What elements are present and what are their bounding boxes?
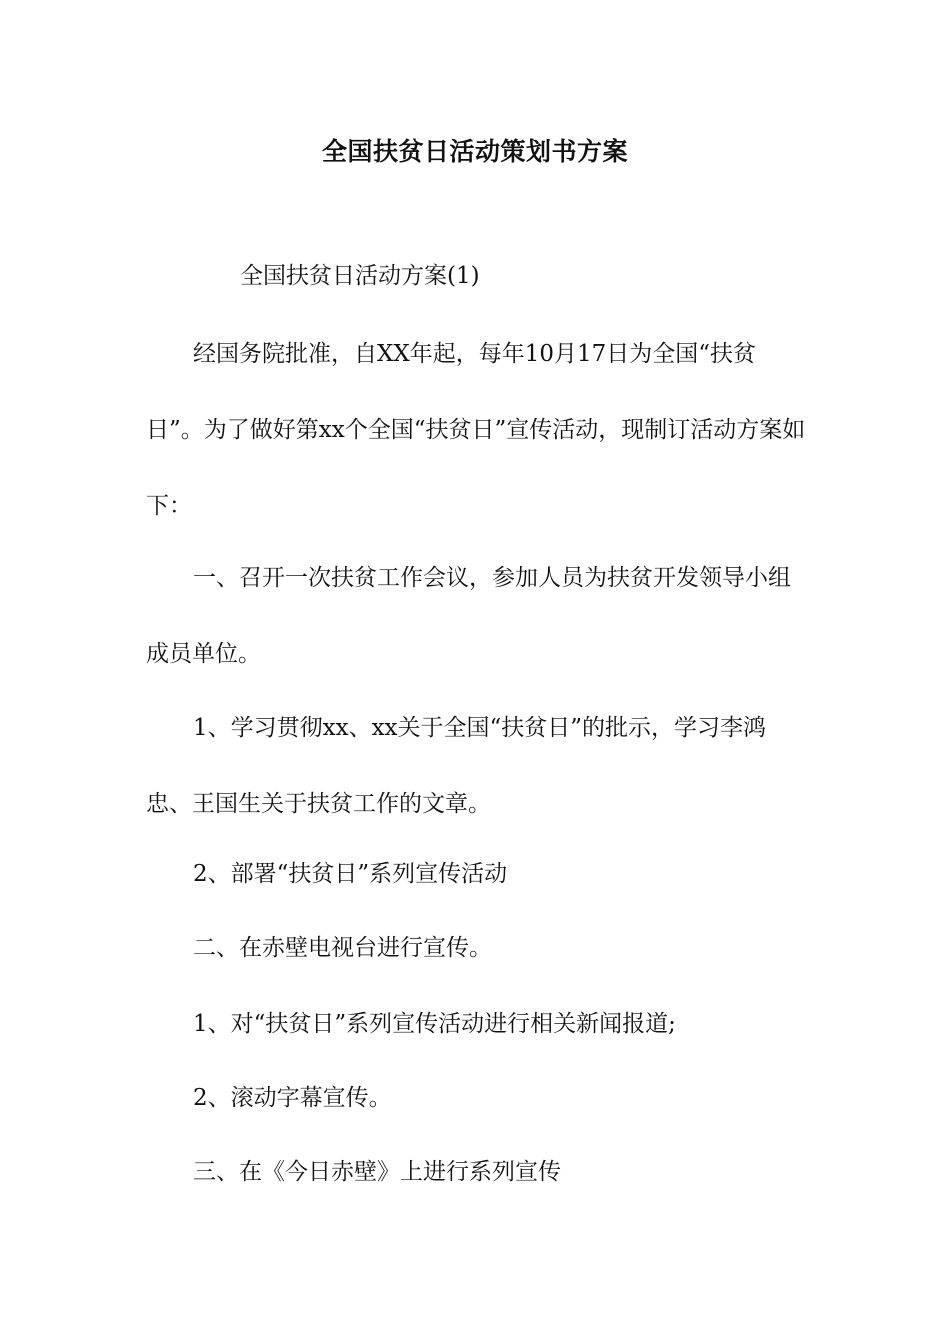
document-subtitle: 全国扶贫日活动方案(1) [240,263,480,289]
paragraph-section-1: 一、召开一次扶贫工作会议，参加人员为扶贫开发领导小组成员单位。 [146,565,791,667]
paragraph-item-1-1: 1、学习贯彻xx、xx关于全国“扶贫日”的批示，学习李鸿忠、王国生关于扶贫工作的文章。 [146,715,767,817]
paragraph-intro: 经国务院批准，自XX年起，每年10月17日为全国“扶贫日”。为了做好第xx个全国“扶贫日”宣传活动，现制订活动方案如下： [146,341,806,519]
paragraph-section-2: 二、在赤壁电视台进行宣传。 [193,935,492,961]
paragraph-section-3: 三、在《今日赤壁》上进行系列宣传 [193,1159,561,1185]
paragraph-item-2-1: 1、对“扶贫日”系列宣传活动进行相关新闻报道; [193,1011,676,1037]
paragraph-item-2-2: 2、滚动字幕宣传。 [193,1085,392,1111]
document-title: 全国扶贫日活动策划书方案 [321,137,628,166]
paragraph-item-1-2: 2、部署“扶贫日”系列宣传活动 [193,861,508,887]
